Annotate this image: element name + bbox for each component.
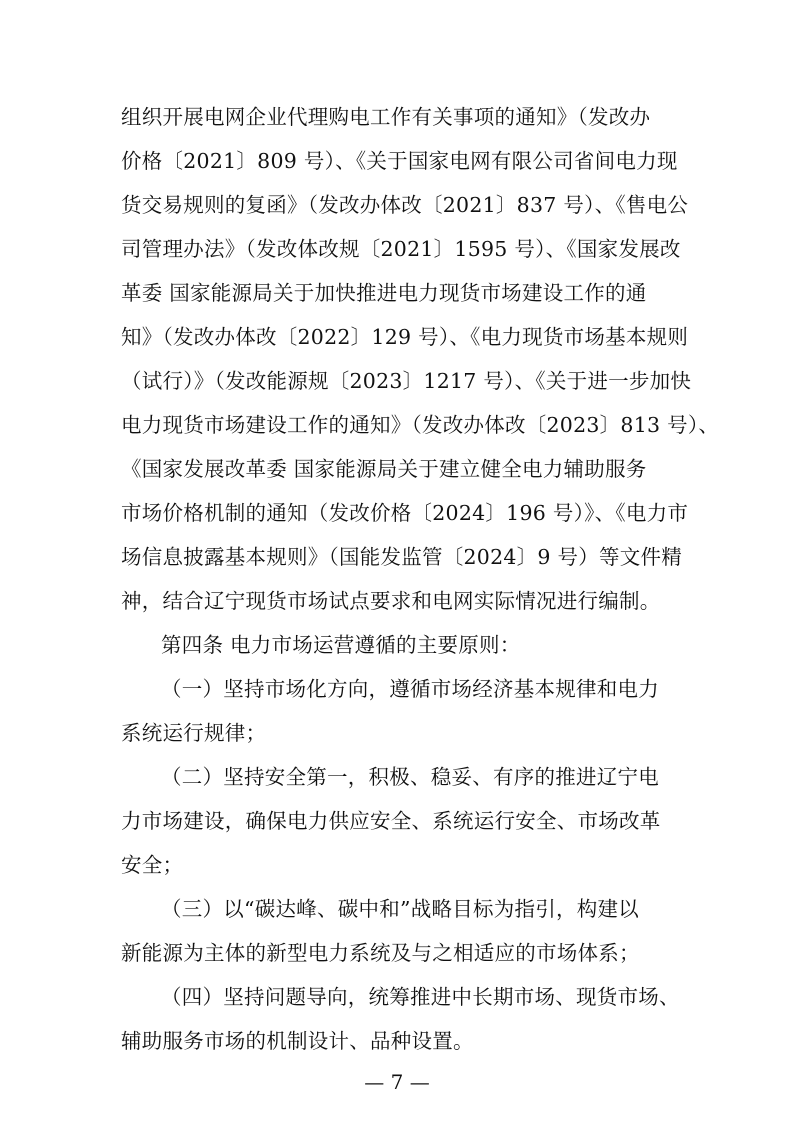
text-line: （一）坚持市场化方向，遵循市场经济基本规律和电力 — [161, 677, 659, 701]
article-heading: 第四条 电力市场运营遵循的主要原则： — [161, 633, 521, 657]
text-line: 《国家发展改革委 国家能源局关于建立健全电力辅助服务 — [121, 457, 647, 481]
text-line: 电力现货市场建设工作的通知》（发改办体改〔2023〕813 号）、 — [121, 413, 720, 437]
text-line: 革委 国家能源局关于加快推进电力现货市场建设工作的通 — [121, 281, 647, 305]
text-line: 神，结合辽宁现货市场试点要求和电网实际情况进行编制。 — [121, 589, 661, 613]
text-line: 组织开展电网企业代理购电工作有关事项的通知》（发改办 — [121, 105, 651, 129]
text-line: 货交易规则的复函》（发改办体改〔2021〕837 号）、《售电公 — [121, 193, 689, 217]
text-line: （三）以“碳达峰、碳中和”战略目标为指引，构建以 — [161, 897, 639, 921]
text-line: （二）坚持安全第一，积极、稳妥、有序的推进辽宁电 — [161, 765, 659, 789]
page-number: — 7 — — [364, 1070, 430, 1094]
text-line: 价格〔2021〕809 号）、《关于国家电网有限公司省间电力现 — [121, 149, 678, 173]
text-line: 辅助服务市场的机制设计、品种设置。 — [121, 1029, 474, 1053]
text-line: 司管理办法》（发改体改规〔2021〕1595 号）、《国家发展改 — [121, 237, 681, 261]
text-line: 新能源为主体的新型电力系统及与之相适应的市场体系； — [121, 941, 640, 965]
text-line: 安全； — [121, 853, 184, 877]
text-line: 场信息披露基本规则》（国能发监管〔2024〕9 号）等文件精 — [121, 545, 682, 569]
text-line: 系统运行规律； — [121, 721, 267, 745]
text-line: 市场价格机制的通知（发改价格〔2024〕196 号）》、《电力市 — [121, 501, 689, 525]
text-line: 知》（发改办体改〔2022〕129 号）、《电力现货市场基本规则 — [121, 325, 689, 349]
text-line: 力市场建设，确保电力供应安全、系统运行安全、市场改革 — [121, 809, 661, 833]
text-line: （四）坚持问题导向，统筹推进中长期市场、现货市场、 — [161, 985, 680, 1009]
text-line: （试行）》（发改能源规〔2023〕1217 号）、《关于进一步加快 — [121, 369, 692, 393]
